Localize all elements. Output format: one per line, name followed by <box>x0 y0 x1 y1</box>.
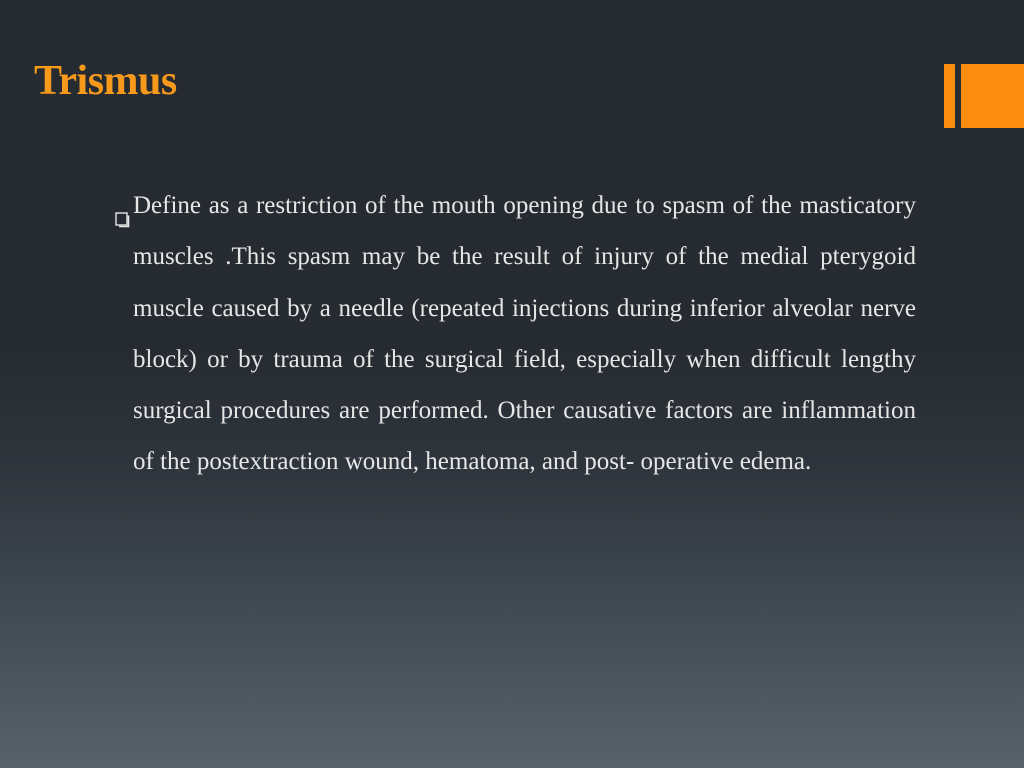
bullet-item <box>112 180 916 488</box>
bullet-text: Define as a restriction of the mouth opening due to spasm of the masticatory muscles .This spasm may be the result of injury of the medial pterygoid muscle caused by a needle (repeated injections during inferior alveolar nerve block) or by trauma of the surgical field, especially when difficult lengthy surgical procedures are performed. Other causative factors are inflammation of the postextraction wound, hematoma, and post- operative edema. <box>133 192 916 476</box>
slide-title: Trismus <box>34 58 177 104</box>
accent-bar-thin <box>944 64 955 128</box>
square-bullet-icon <box>115 195 130 211</box>
accent-bar-wide <box>961 64 1024 128</box>
slide-content <box>112 180 916 488</box>
